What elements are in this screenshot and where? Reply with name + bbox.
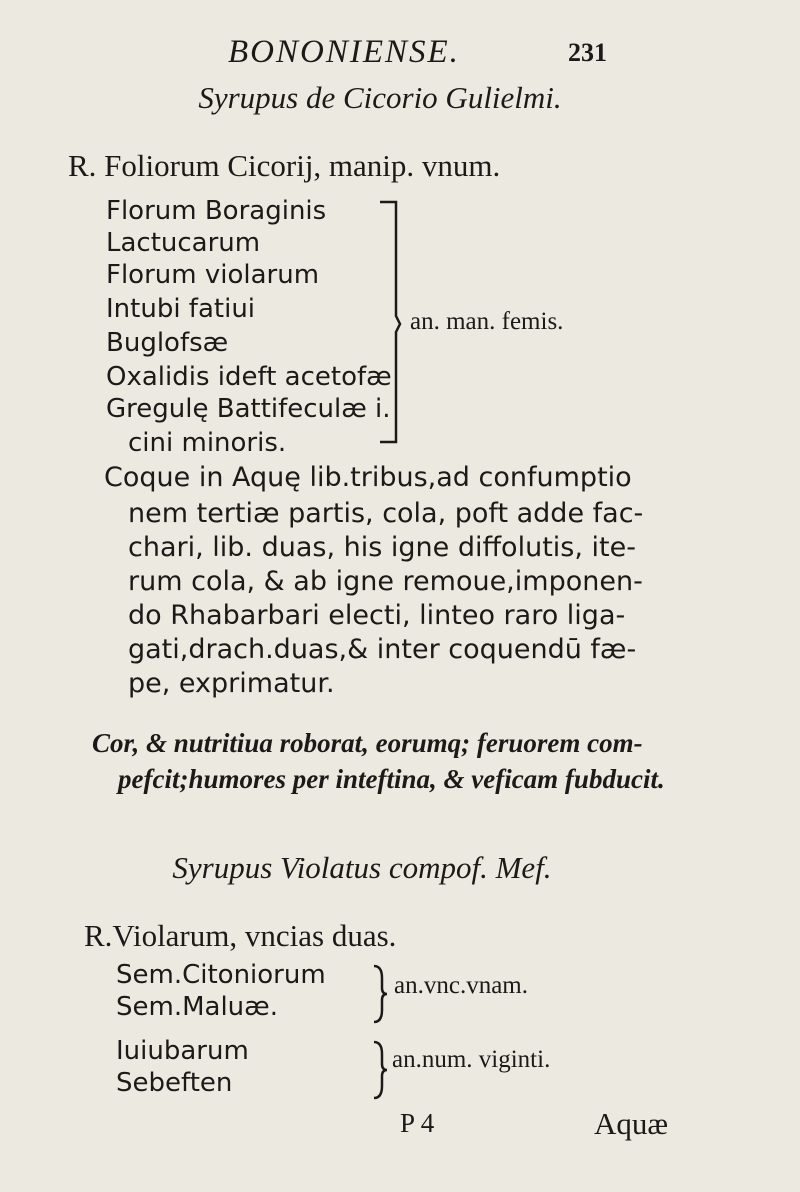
ingredient: Sem.Citoniorum — [116, 960, 326, 990]
brace-bracket — [378, 198, 402, 450]
recipe-2-lead: R.Violarum, vncias duas. — [84, 918, 397, 953]
ingredient: Gregulę Battifeculæ i. — [106, 394, 391, 424]
instruction-line: do Rhabarbari electi, linteo raro liga- — [128, 600, 626, 631]
brace-bracket — [372, 1040, 388, 1100]
instruction-line: pe, exprimatur. — [128, 668, 335, 699]
instruction-line: rum cola, & ab igne remoue,imponen- — [128, 566, 643, 597]
instruction-line: chari, lib. duas, his igne diffolutis, ite- — [128, 532, 636, 563]
ingredient: Iuiubarum — [116, 1036, 249, 1066]
bracket-label: an.num. viginti. — [392, 1046, 551, 1073]
virtue-line: Cor, & nutritiua roborat, eorumq; feruorem com- — [92, 728, 643, 758]
ingredient: Florum Boraginis — [106, 196, 327, 226]
instruction-line: Coque in Aquę lib.tribus,ad confumptio — [104, 462, 632, 493]
ingredient: Sem.Maluæ. — [116, 992, 278, 1022]
ingredient: Oxalidis ideft acetofæ — [106, 362, 392, 392]
signature-mark: P 4 — [400, 1108, 435, 1138]
brace-bracket — [372, 964, 388, 1024]
bracket-label: an.vnc.vnam. — [394, 972, 528, 999]
instruction-line: gati,drach.duas,& inter coquendū fæ- — [128, 634, 637, 665]
page-header — [0, 34, 800, 74]
recipe-1-lead: R. Foliorum Cicorij, manip. vnum. — [68, 148, 501, 183]
ingredient: Lactucarum — [106, 228, 261, 258]
catchword: Aquæ — [594, 1106, 669, 1141]
running-head: BONONIENSE. — [228, 34, 460, 70]
ingredient: Sebeften — [116, 1068, 233, 1098]
ingredient: Buglofsæ — [106, 328, 229, 358]
page-number: 231 — [568, 38, 607, 67]
instruction-line: nem tertiæ partis, cola, poft adde fac- — [128, 498, 644, 529]
ingredient: Florum violarum — [106, 260, 320, 290]
bracket-label: an. man. femis. — [410, 308, 564, 335]
ingredient: Intubi fatiui — [106, 294, 256, 324]
virtue-line: pefcit;humores per inteftina, & veficam fubducit. — [118, 764, 665, 794]
ingredient: cini minoris. — [128, 428, 287, 458]
recipe-2-title: Syrupus Violatus compof. Mef. — [172, 850, 552, 885]
recipe-1-title: Syrupus de Cicorio Gulielmi. — [198, 80, 562, 115]
